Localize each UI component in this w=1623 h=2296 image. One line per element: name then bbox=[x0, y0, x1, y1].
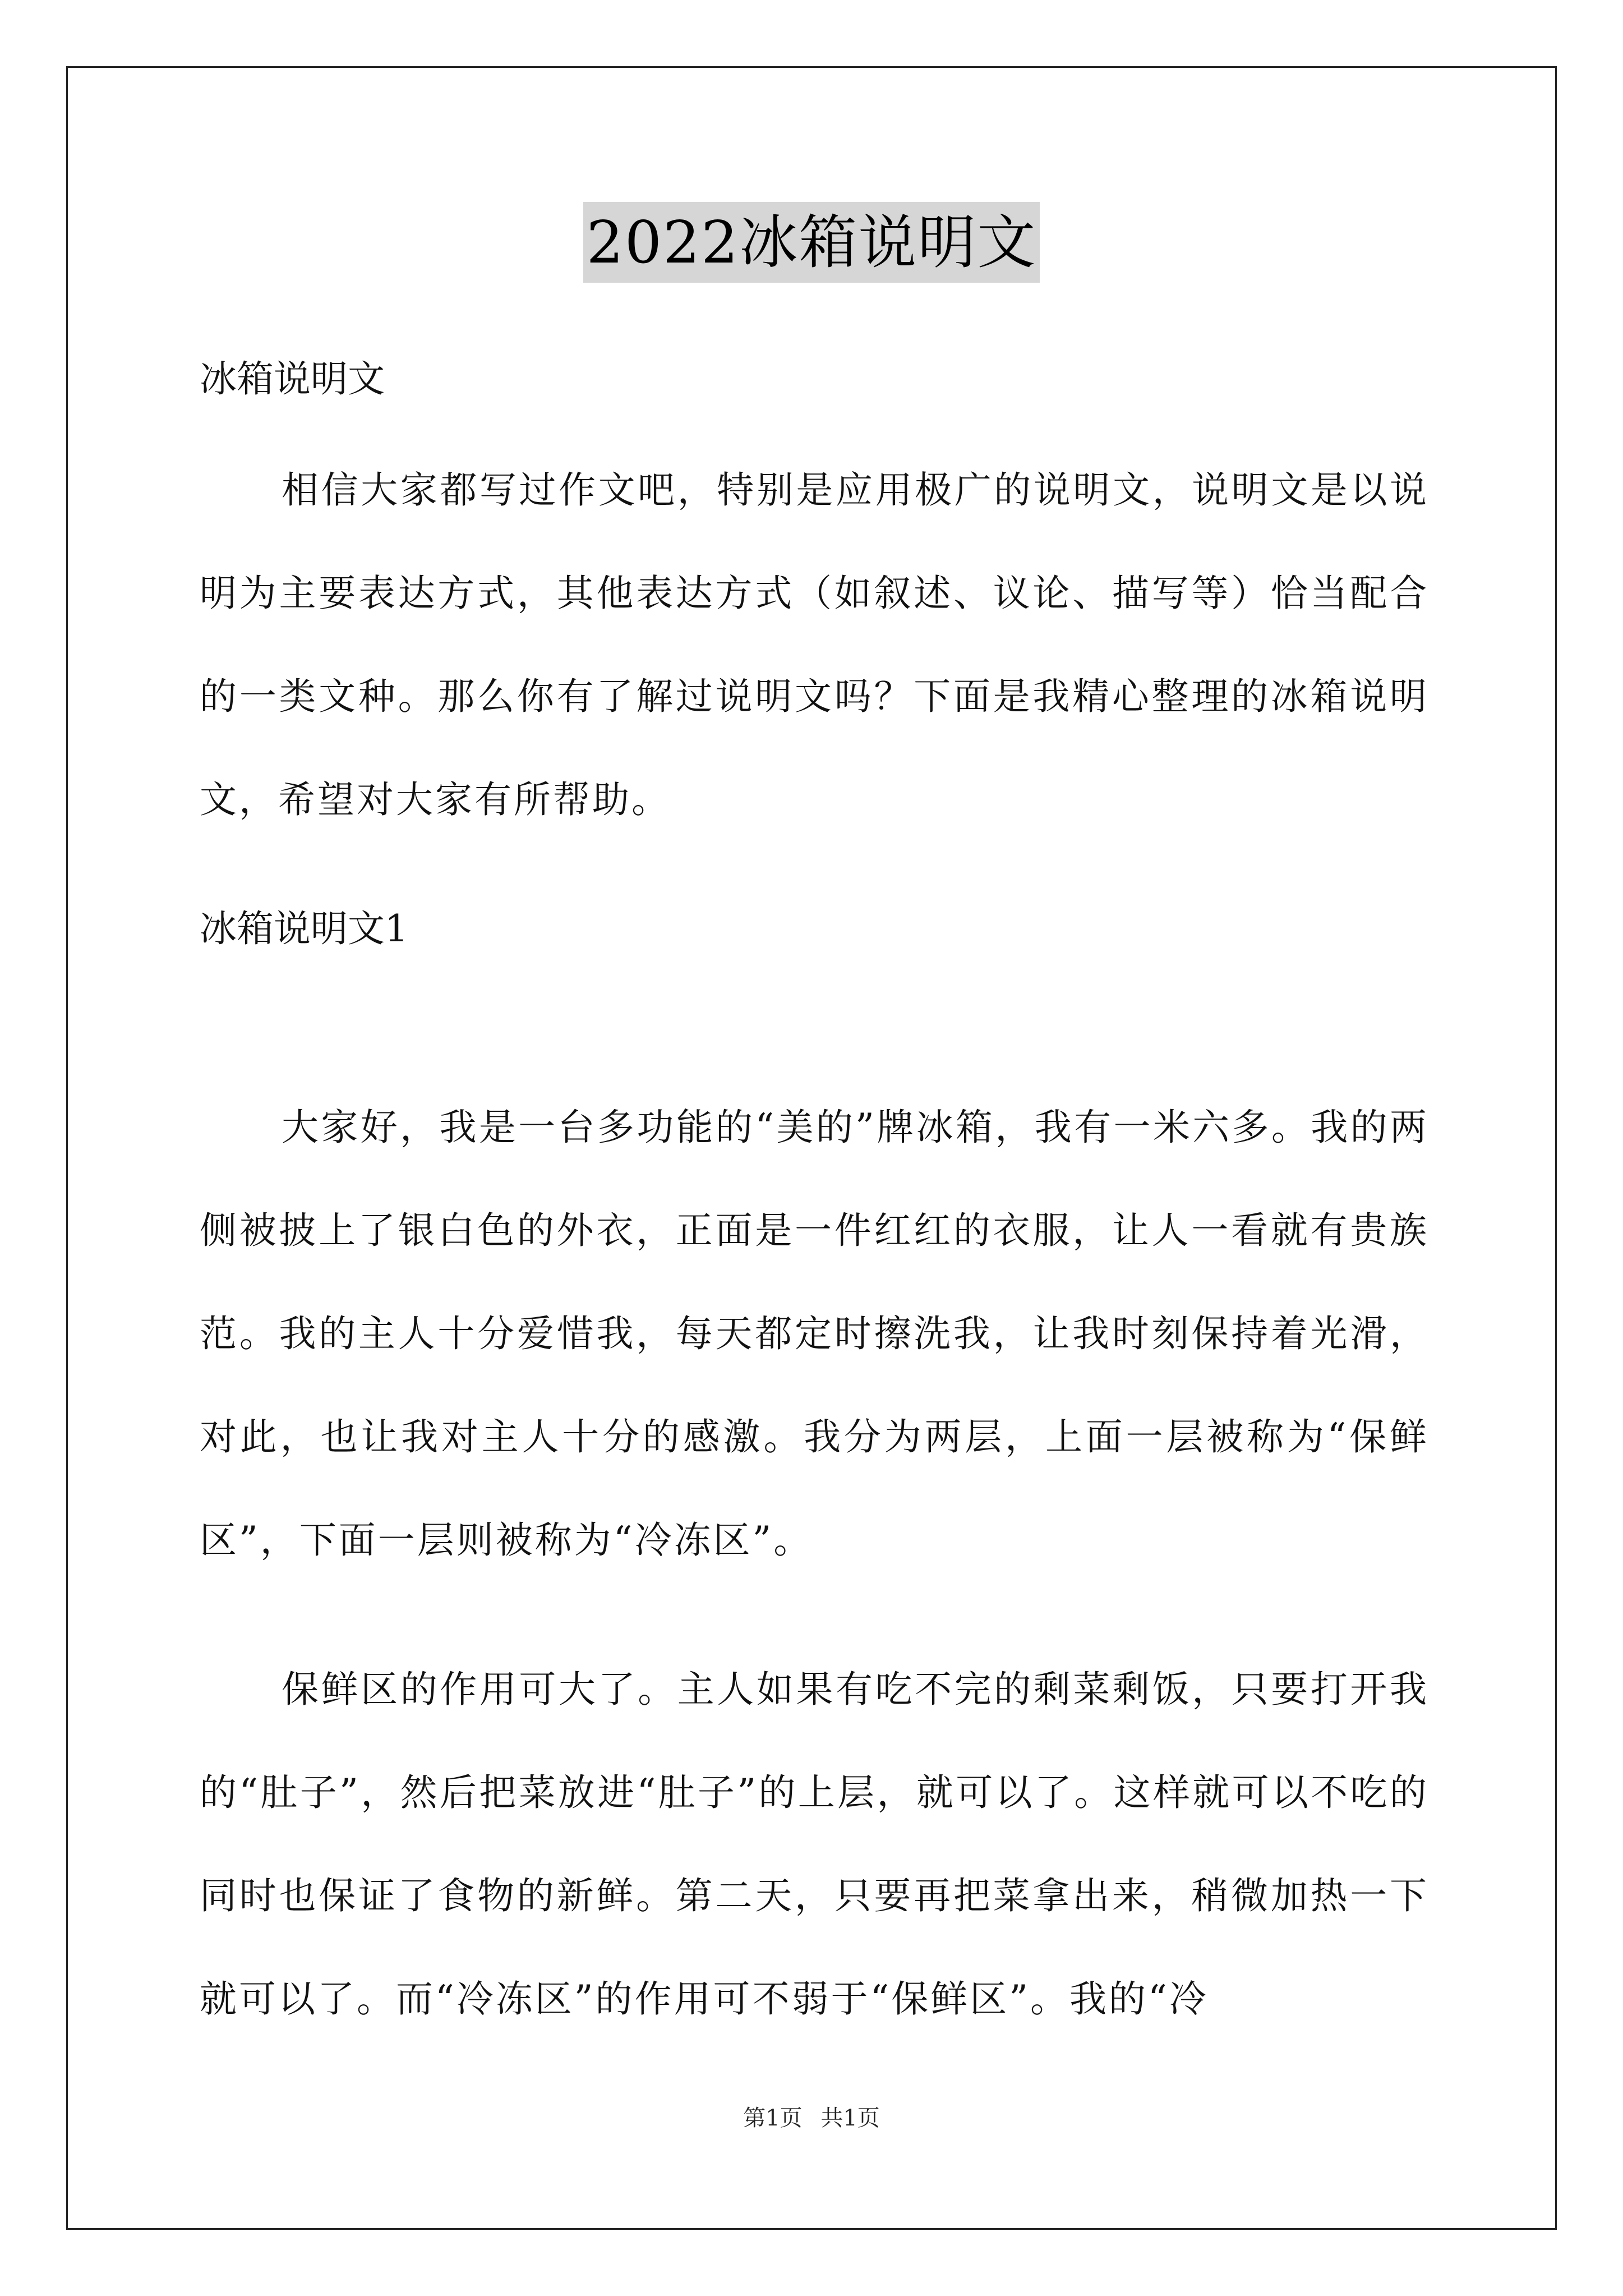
document-title: 2022冰箱说明文 bbox=[583, 202, 1040, 283]
article-heading: 冰箱说明文1 bbox=[200, 907, 408, 950]
section-heading: 冰箱说明文 bbox=[200, 357, 385, 401]
intro-paragraph: 相信大家都写过作文吧，特别是应用极广的说明文，说明文是以说明为主要表达方式，其他表达方式（如叙述、议论、描写等）恰当配合的一类文种。那么你有了解过说明文吗？下面是我精心整理的冰箱说明文，希望对大家有所帮助。 bbox=[200, 468, 1429, 821]
body-paragraph-1: 大家好，我是一台多功能的“美的”牌冰箱，我有一米六多。我的两侧被披上了银白色的外衣，正面是一件红红的衣服，让人一看就有贵族范。我的主人十分爱惜我，每天都定时擦洗我，让我时刻保持着光滑，对此，也让我对主人十分的感激。我分为两层，上面一层被称为“保鲜区”，下面一层则被称为“冷冻区”。 bbox=[200, 1106, 1429, 1562]
page-footer bbox=[0, 2102, 1623, 2134]
body-paragraph-2: 保鲜区的作用可大了。主人如果有吃不完的剩菜剩饭，只要打开我的“肚子”，然后把菜放进“肚子”的上层，就可以了。这样就可以不吃的同时也保证了食物的新鲜。第二天，只要再把菜拿出来，稍微加热一下就可以了。而“冷冻区”的作用可不弱于“保鲜区”。我的“冷 bbox=[200, 1668, 1429, 2021]
page-number: 第1页 bbox=[743, 2105, 803, 2131]
page-total: 共1页 bbox=[820, 2105, 880, 2131]
title-container bbox=[0, 202, 1623, 283]
